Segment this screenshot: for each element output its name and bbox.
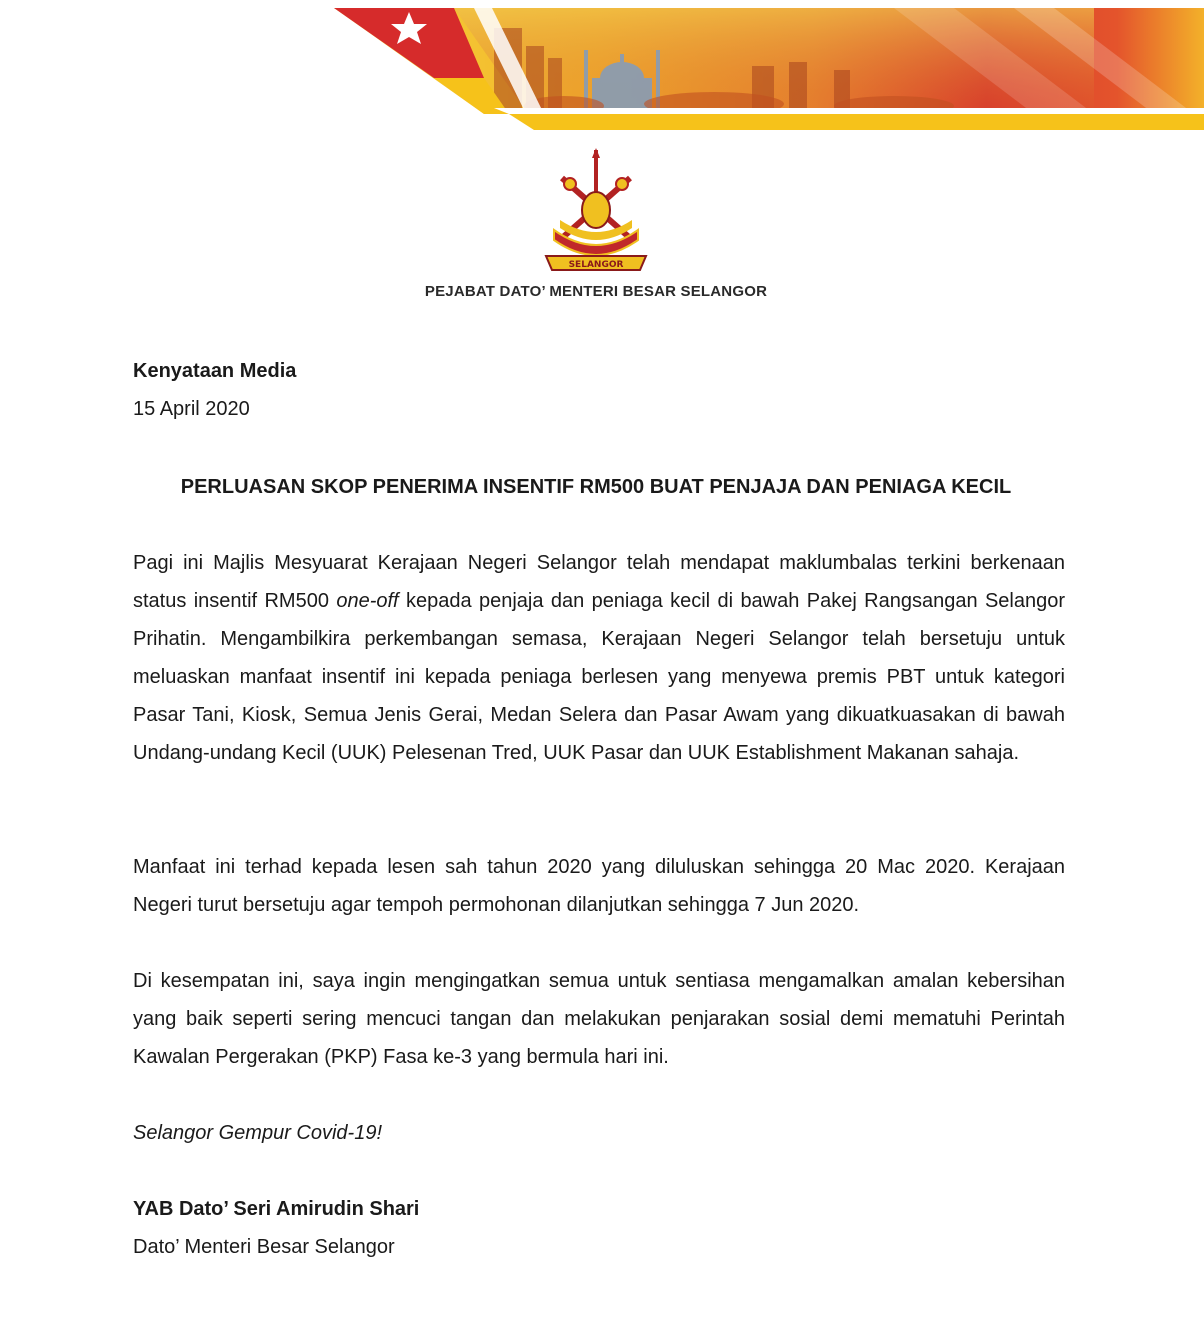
selangor-crest-icon [540, 148, 652, 276]
document-title: PERLUASAN SKOP PENERIMA INSENTIF RM500 BUAT PENJAJA DAN PENIAGA KECIL [180, 476, 1012, 498]
paragraph-2: Manfaat ini terhad kepada lesen sah tahun 2020 yang diluluskan sehingga 20 Mac 2020. Kerajaan Negeri turut bersetuju agar tempoh permohonan dilanjutkan sehingga 7 Jun 2020. [133, 856, 1065, 916]
slogan: Selangor Gempur Covid-19! [133, 1122, 383, 1144]
document-type: Kenyataan Media [133, 360, 297, 382]
paragraph-1 [133, 544, 1065, 772]
paragraph-3: Di kesempatan ini, saya ingin mengingatkan semua untuk sentiasa mengamalkan amalan kebersihan yang baik seperti sering mencuci tangan dan melakukan penjarakan sosial demi mematuhi Perintah Kawalan Pergerakan (PKP) Fasa ke-3 yang bermula hari ini. [133, 970, 1065, 1068]
paragraph-1-text-a: Pagi ini Majlis Mesyuarat Kerajaan Negeri Selangor telah mendapat maklumbalas terkini berkenaan status insentif RM500 [133, 552, 1065, 612]
emblem-label: SELANGOR [568, 260, 624, 270]
paragraph-1-emphasis: one-off [336, 590, 399, 612]
document-date: 15 April 2020 [133, 398, 250, 420]
selangor-skyline-banner [334, 8, 1204, 130]
paragraph-1-text-b: kepada penjaja dan peniaga kecil di bawah Pakej Rangsangan Selangor Prihatin. Mengambilkira perkembangan semasa, Kerajaan Negeri Selangor telah bersetuju untuk meluaskan manfaat insentif ini kepada peniaga berlesen yang menyewa premis PBT untuk kategori Pasar Tani, Kiosk, Semua Jenis Gerai, Medan Selera dan Pasar Awam yang dikuatkuasakan di bawah Undang-undang Kecil (UUK) Pelesenan Tred, UUK Pasar dan UUK Establishment Makanan sahaja. [133, 590, 1066, 764]
office-name: PEJABAT DATO’ MENTERI BESAR SELANGOR [424, 283, 768, 300]
signatory-title: Dato’ Menteri Besar Selangor [133, 1236, 395, 1258]
signatory-name: YAB Dato’ Seri Amirudin Shari [133, 1198, 420, 1220]
